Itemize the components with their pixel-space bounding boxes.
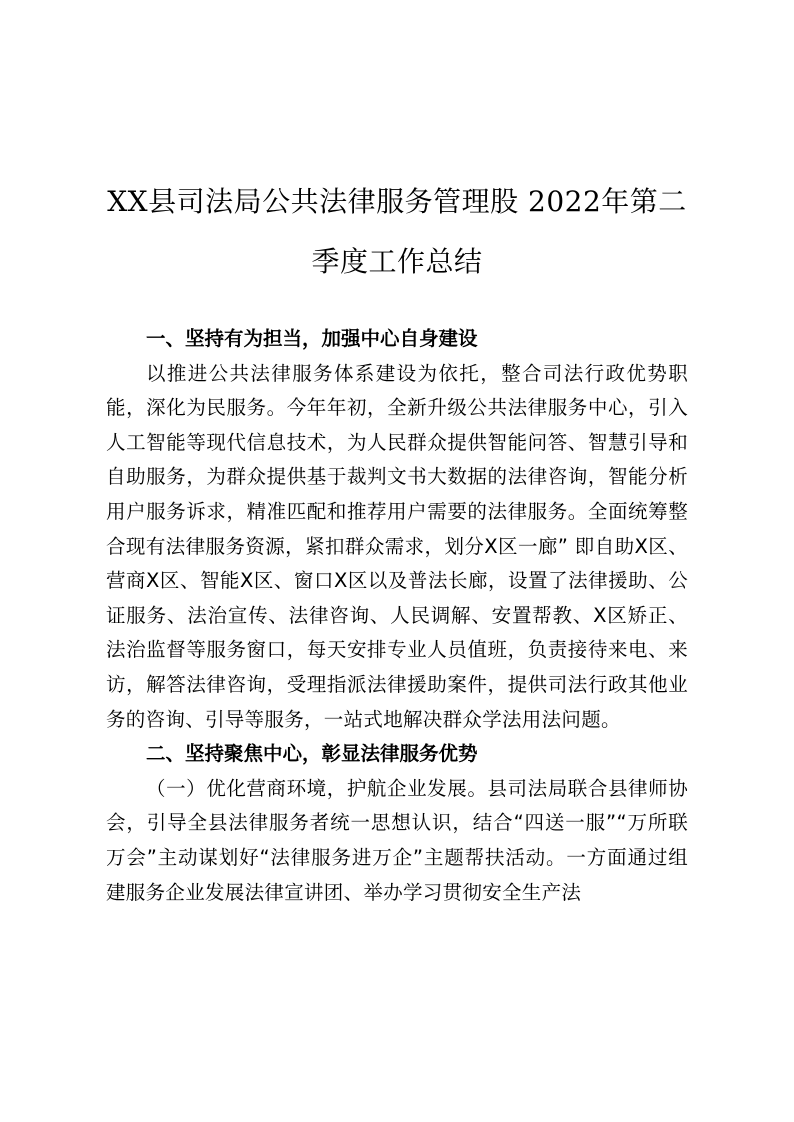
section-heading-1: 一、坚持有为担当，加强中心自身建设 bbox=[146, 327, 478, 350]
subsection-lead: （一）优化营商环境，护航企业发展。 bbox=[146, 776, 488, 800]
section-heading-2: 二、坚持聚焦中心，彰显法律服务优势 bbox=[146, 742, 478, 766]
section-1-paragraph: 以推进公共法律服务体系建设为依托，整合司法行政优势职能，深化为民服务。今年年初，全新升级公共法律服务中心，引入人工智能等现代信息技术，为人民群众提供智能问答、智慧引导和自助服务，为群众提供基于裁判文书大数据的法律咨询，智能分析用户服务诉求，精准匹配和推荐用户需要的法律服务。全面统筹整合现有法律服务资源，紧扣群众需求，划分X区一廊” 即自助X区、营商X区、智能X区、窗口X区以及普法长廊，设置了法律援助、公证服务、法治宣传、法律咨询、人民调解、安置帮教、X区矫正、法治监督等服务窗口，每天安排专业人员值班，负责接待来电、来访，解答法律咨询，受理指派法律援助案件，提供司法行政其他业务的咨询、引导等服务，一站式地解决群众学法用法问题。 bbox=[106, 361, 688, 731]
document-title: XX县司法局公共法律服务管理股 2022年第二季度工作总结 bbox=[107, 185, 687, 278]
document-body bbox=[106, 322, 688, 910]
subsection-text: 县司法局联合县律师协会，引导全县法律服务者统一思想认识，结合“四送一服”“万所联万会”主动谋划好“法律服务进万企”主题帮扶活动。一方面通过组建服务企业发展法律宣讲团、举办学习贯彻安全生产法 bbox=[106, 776, 688, 904]
section-2-paragraph bbox=[106, 772, 688, 910]
